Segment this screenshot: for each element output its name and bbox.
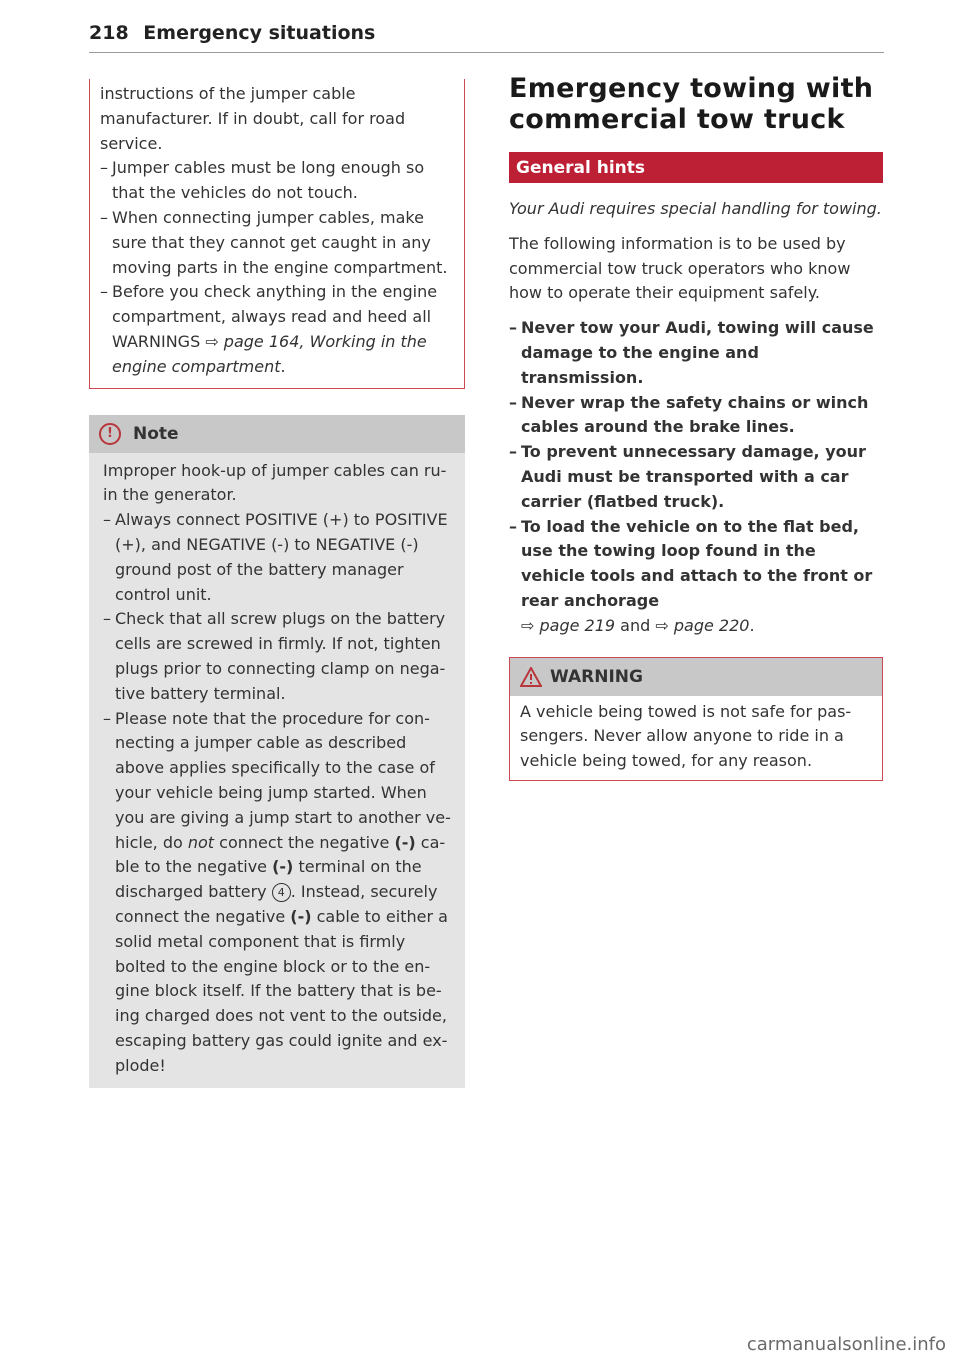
section-heading: Emergency towing with commercial tow truck (509, 73, 874, 135)
list-item: – Before you check anything in the engine compartment, always read and heed all WARNINGS ⇨ page 164, Working in the engine compartment. (100, 282, 438, 376)
note-box (89, 415, 465, 1089)
note-body (89, 453, 465, 1089)
note-intro: Improper hook-up of jumper cables can ruin the generator. (103, 460, 447, 505)
warning-continuation-intro: instructions of the jumper cable manufacturer. If in doubt, call for road service. (100, 84, 406, 153)
towing-rules-list (509, 316, 883, 638)
list-item: – Check that all screw plugs on the battery cells are screwed in firmly. If not, tighten plugs prior to connecting clamp on negative battery terminal. (103, 609, 446, 703)
list-item: – Please note that the procedure for connecting a jumper cable as described above applies specifically to the case of your vehicle being jump started. When you are giving a jump start to another vehicle, do not connect the negative (-) cable to the negative (-) terminal on the discharged battery 4 . Instead, securely connect the negative (-) cable to either a solid metal component that is firmly bolted to the engine block or to the engine block itself. If the battery that is being charged does not vent to the outside, escaping battery gas could ignite and explode! (103, 708, 451, 1075)
list-item: – Never tow your Audi, towing will cause damage to the engine and transmission. (509, 318, 874, 387)
list-item: – To prevent unnecessary damage, your Audi must be transported with a car carrier (flatbed truck). (509, 442, 866, 511)
list-item: – When connecting jumper cables, make sure that they cannot get caught in any moving parts in the engine compartment. (100, 207, 448, 277)
list-item: – Never wrap the safety chains or winch cables around the brake lines. (509, 392, 869, 437)
note-header (89, 415, 465, 453)
page-reference-link[interactable]: ⇨ page 164, Working in the engine compartment (112, 331, 427, 376)
section-title: Emergency situations (143, 22, 376, 44)
right-column (509, 73, 883, 781)
intro-text: Your Audi requires special handling for towing. (509, 199, 882, 218)
page-reference-link[interactable]: ⇨ page 220 (655, 615, 750, 635)
left-column (89, 79, 465, 1088)
warning-title: WARNING (550, 666, 643, 687)
list-item: – Jumper cables must be long enough so that the vehicles do not touch. (100, 158, 425, 203)
warning-triangle-icon (520, 667, 542, 687)
watermark: carmanualsonline.info (746, 1334, 946, 1355)
callout-number-4: 4 (272, 883, 291, 902)
warning-header (510, 658, 882, 696)
warning-continuation-box (89, 79, 465, 389)
list-item: – To load the vehicle on to the flat bed, use the towing loop found in the vehicle tools and attach to the front or rear anchorage ⇨ page 219 and ⇨ page 220. (509, 516, 873, 635)
warning-text: A vehicle being towed is not safe for passengers. Never allow anyone to ride in a vehicle being towed, for any reason. (520, 701, 852, 771)
warning-box (509, 657, 883, 781)
list-item: – Always connect POSITIVE (+) to POSITIVE (+), and NEGATIVE (-) to NEGATIVE (-) ground post of the battery manager control unit. (103, 510, 448, 604)
page-number: 218 (89, 22, 129, 44)
exclamation-circle-icon: ! (99, 423, 121, 445)
paragraph: The following information is to be used by commercial tow truck operators who know how to operate their equipment safely. (509, 233, 851, 303)
subheading-bar: General hints (509, 152, 883, 183)
note-title: Note (133, 423, 179, 444)
page-header (89, 22, 884, 53)
page-reference-link[interactable]: ⇨ page 219 (521, 615, 616, 635)
